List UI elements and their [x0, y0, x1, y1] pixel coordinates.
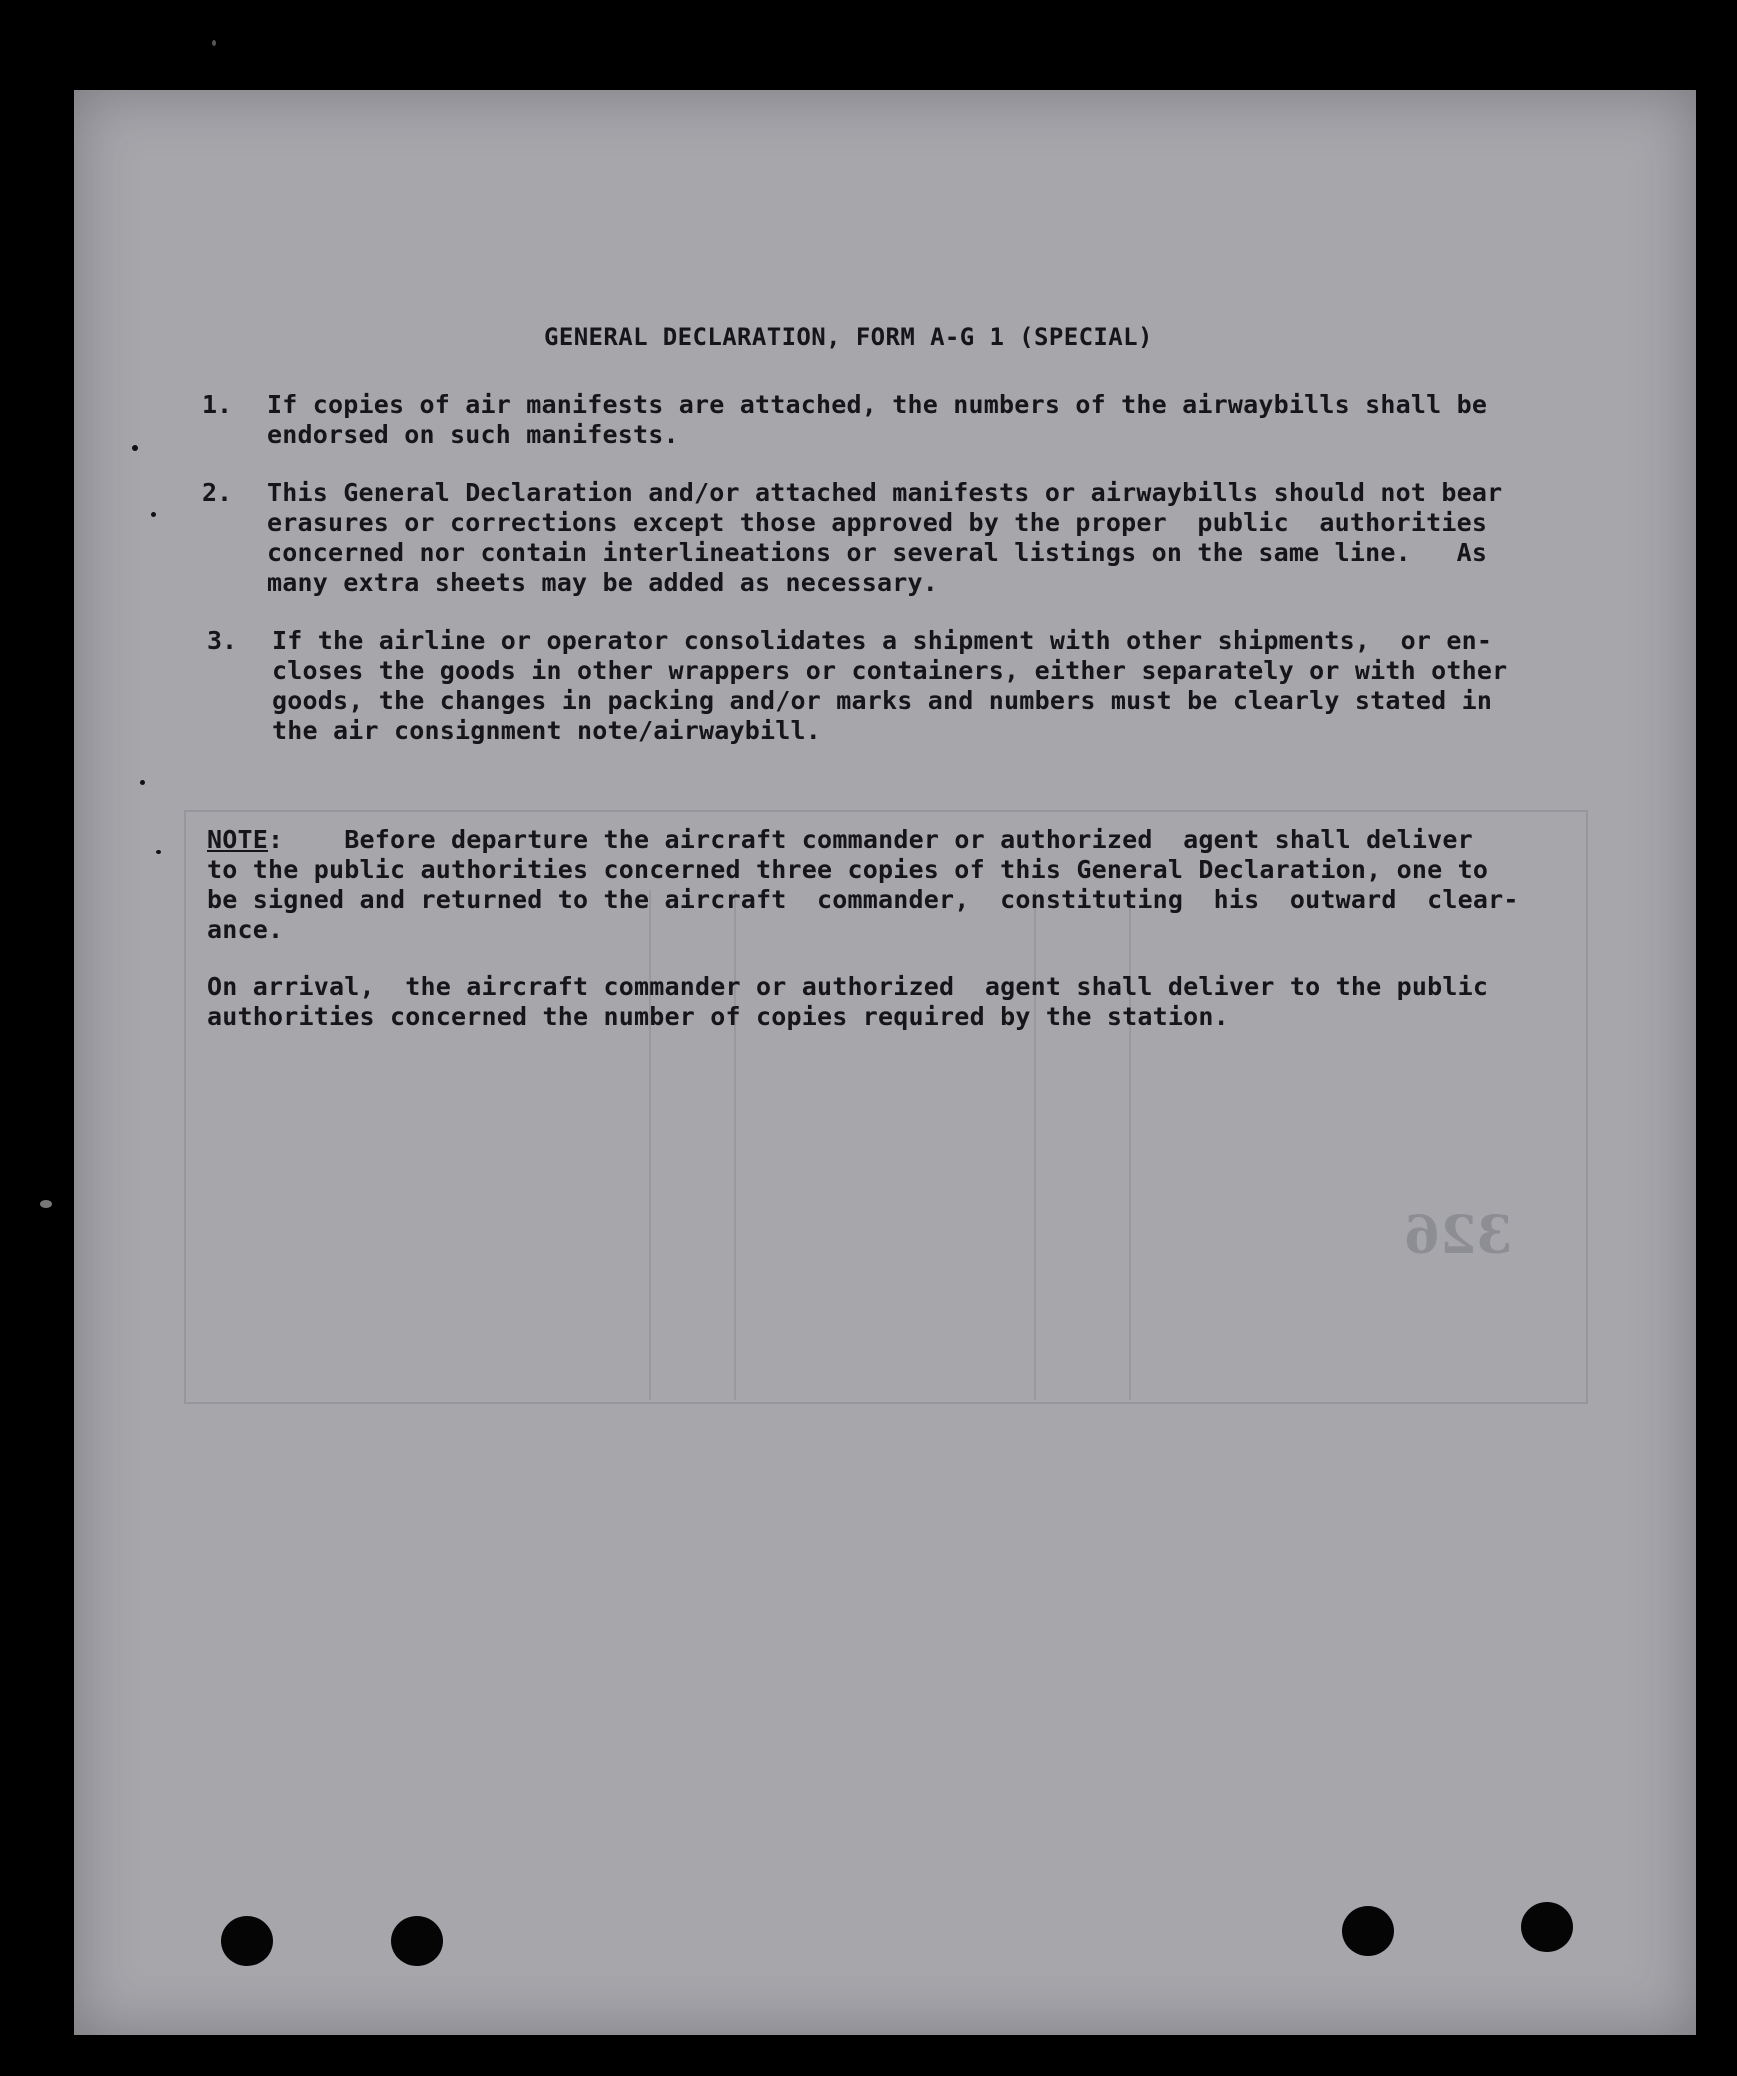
- item-number: 1.: [202, 390, 233, 419]
- note-line: ance.: [207, 915, 284, 944]
- note-first-line: [207, 825, 1519, 855]
- note-line: be signed and returned to the aircraft commander, constituting his outward clear-: [207, 885, 1519, 914]
- item-text: [267, 478, 1502, 598]
- note-line: : Before departure the aircraft commander or authorized agent shall deliver: [268, 825, 1473, 854]
- document-title: GENERAL DECLARATION, FORM A-G 1 (SPECIAL): [544, 323, 1153, 351]
- item-line: erasures or corrections except those approved by the proper public authorities: [267, 508, 1488, 537]
- item-line: the air consignment note/airwaybill.: [272, 716, 822, 745]
- bleed-through-line: [734, 890, 736, 1400]
- punch-hole: [221, 1916, 273, 1966]
- punch-hole: [391, 1916, 443, 1966]
- punch-hole: [1521, 1902, 1573, 1952]
- item-line: If the airline or operator consolidates a shipment with other shipments, or en-: [272, 626, 1493, 655]
- item-number: 3.: [207, 626, 238, 655]
- item-line: endorsed on such manifests.: [267, 420, 679, 449]
- bleed-through-line: [1129, 890, 1131, 1400]
- speck: [140, 780, 145, 785]
- item-number: 2.: [202, 478, 233, 507]
- item-line: closes the goods in other wrappers or containers, either separately or with other: [272, 656, 1508, 685]
- bleed-through-number: 326: [1404, 1205, 1513, 1266]
- arrival-paragraph: [207, 972, 1488, 1032]
- arrival-line: authorities concerned the number of copies required by the station.: [207, 1002, 1229, 1031]
- speck: [156, 850, 161, 854]
- speck: [132, 445, 138, 451]
- note-line: to the public authorities concerned three copies of this General Declaration, one to: [207, 855, 1489, 884]
- speck: [40, 1200, 52, 1208]
- punch-hole: [1342, 1906, 1394, 1956]
- item-line: many extra sheets may be added as necessary.: [267, 568, 939, 597]
- item-line: goods, the changes in packing and/or marks and numbers must be clearly stated in: [272, 686, 1493, 715]
- item-text: [272, 626, 1507, 746]
- item-line: If copies of air manifests are attached, the numbers of the airwaybills shall be: [267, 390, 1488, 419]
- note-label: NOTE: [207, 825, 269, 854]
- item-line: concerned nor contain interlineations or several listings on the same line. As: [267, 538, 1488, 567]
- bleed-through-line: [649, 890, 651, 1400]
- bleed-through-line: [1034, 890, 1036, 1400]
- note-paragraph: [207, 825, 1519, 945]
- speck: [151, 512, 156, 517]
- speck: [212, 40, 216, 46]
- arrival-line: On arrival, the aircraft commander or authorized agent shall deliver to the public: [207, 972, 1489, 1001]
- document-page: [74, 90, 1696, 2035]
- item-line: This General Declaration and/or attached manifests or airwaybills should not bear: [267, 478, 1503, 507]
- item-text: [267, 390, 1487, 450]
